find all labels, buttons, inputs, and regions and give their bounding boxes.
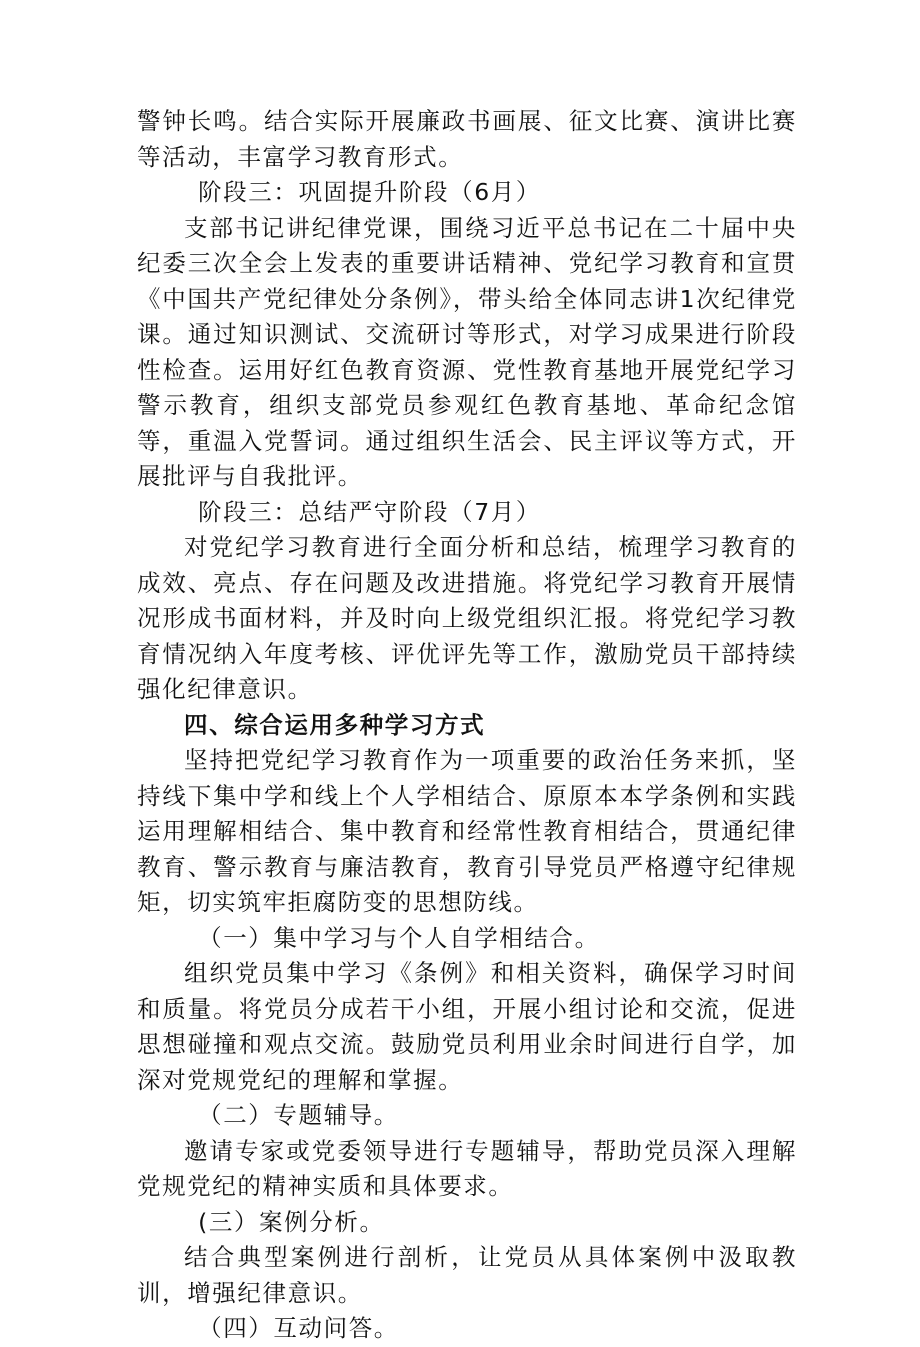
stage4-paragraph: 对党纪学习教育进行全面分析和总结，梳理学习教育的成效、亮点、存在问题及改进措施。将党纪学习教育开展情况形成书面材料，并及时向上级党组织汇报。将党纪学习教育情况纳入年度考核、评优评先等工作，激励党员干部持续强化纪律意识。: [137, 533, 797, 703]
item3-title: (三）案例分析。: [198, 1207, 385, 1236]
continued-paragraph: 警钟长鸣。结合实际开展廉政书画展、征文比赛、演讲比赛等活动，丰富学习教育形式。: [137, 107, 797, 171]
document-body: [137, 104, 797, 1347]
stage3-paragraph: 支部书记讲纪律党课，围绕习近平总书记在二十届中央纪委三次全会上发表的重要讲话精神、党纪学习教育和宣贯《中国共产党纪律处分条例》，带头给全体同志讲1次纪律党课。通过知识测试、交流研讨等形式，对学习成果进行阶段性检查。运用好红色教育资源、党性教育基地开展党纪学习警示教育，组织支部党员参观红色教育基地、革命纪念馆等，重温入党誓词。通过组织生活会、民主评议等方式，开展批评与自我批评。: [137, 213, 797, 490]
stage3-title: 阶段三：巩固提升阶段（6月）: [198, 178, 541, 206]
item1-title: （一）集中学习与个人自学相结合。: [198, 923, 600, 952]
stage4-title: 阶段三：总结严守阶段（7月）: [198, 497, 541, 526]
section4-paragraph: 坚持把党纪学习教育作为一项重要的政治任务来抓，坚持线下集中学和线上个人学相结合、原原本本学条例和实践运用理解相结合、集中教育和经常性教育相结合，贯通纪律教育、警示教育与廉洁教育，教育引导党员严格遵守纪律规矩，切实筑牢拒腐防变的思想防线。: [137, 746, 797, 916]
item3-paragraph: 结合典型案例进行剖析，让党员从具体案例中汲取教训，增强纪律意识。: [137, 1243, 797, 1307]
item1-paragraph: 组织党员集中学习《条例》和相关资料，确保学习时间和质量。将党员分成若干小组，开展小组讨论和交流，促进思想碰撞和观点交流。鼓励党员利用业余时间进行自学，加深对党规党纪的理解和掌握。: [137, 959, 797, 1094]
item4-title: （四）互动问答。: [198, 1314, 399, 1342]
item2-paragraph: 邀请专家或党委领导进行专题辅导，帮助党员深入理解党规党纪的精神实质和具体要求。: [137, 1136, 797, 1200]
item2-title: （二）专题辅导。: [198, 1101, 399, 1129]
section4-heading: 四、综合运用多种学习方式: [184, 710, 486, 739]
